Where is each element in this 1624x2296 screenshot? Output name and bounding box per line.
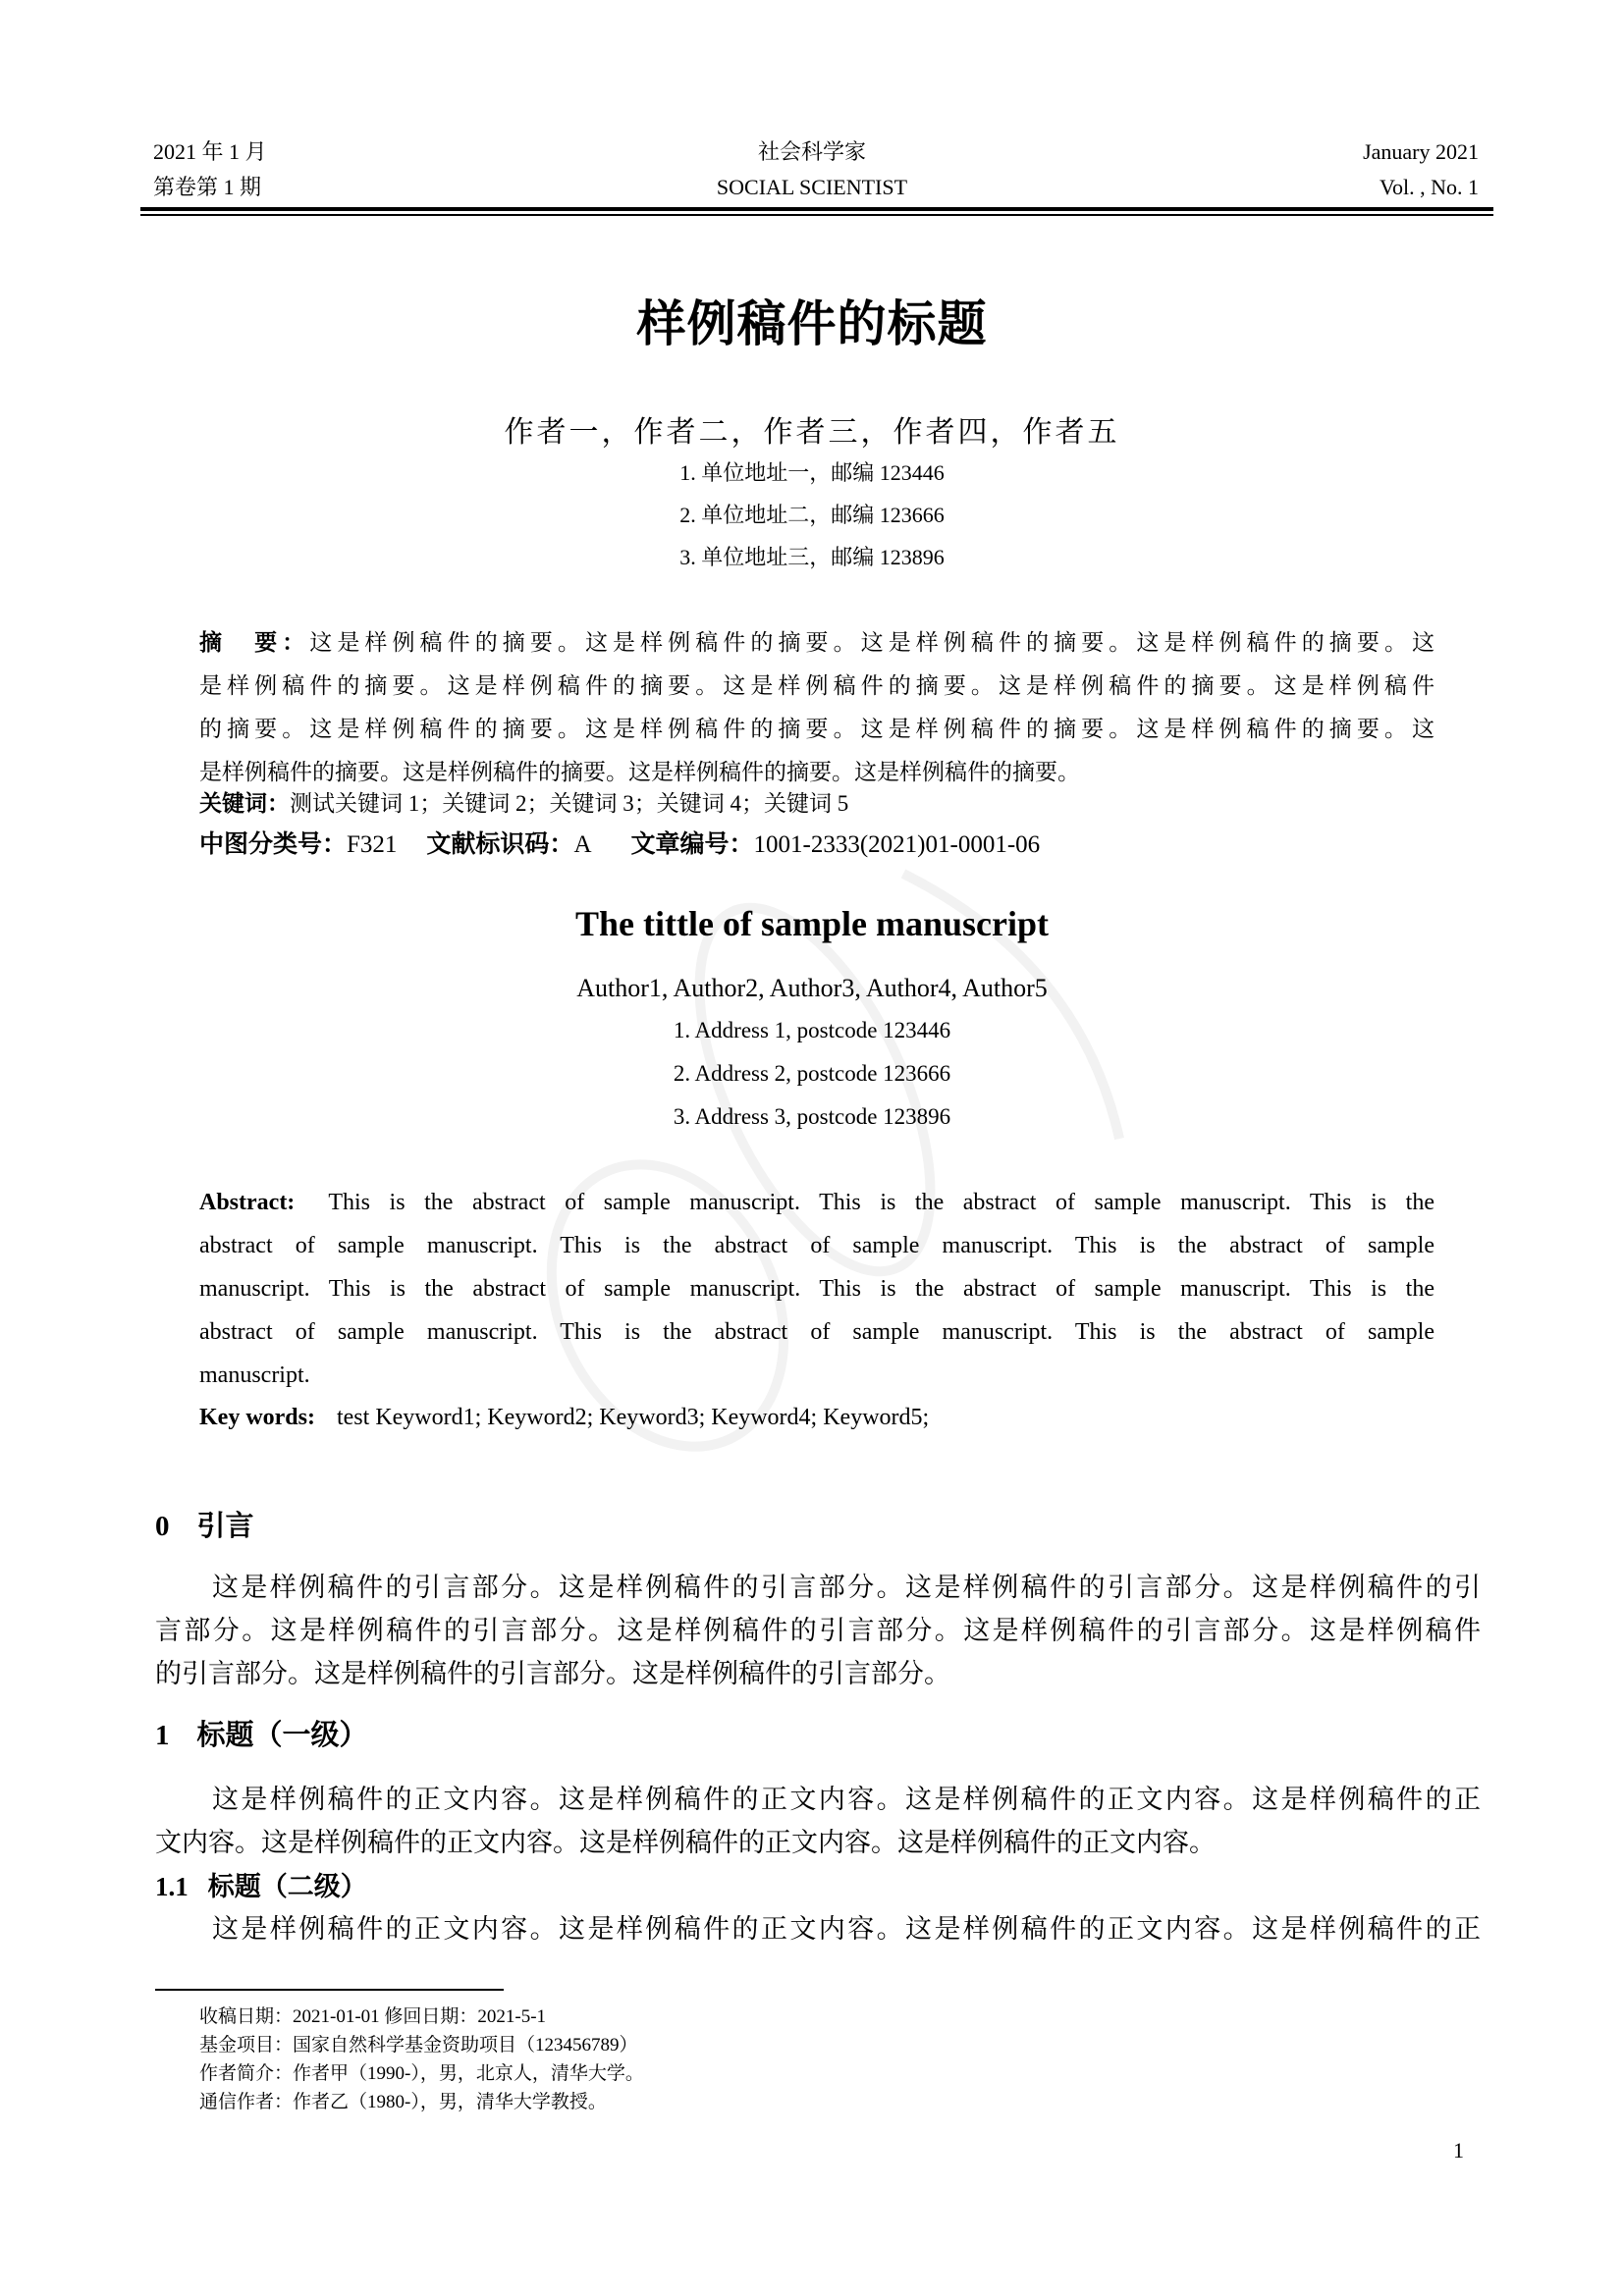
clc-value: F321 [347,831,398,858]
classification-line [199,825,1435,860]
paper-title-en: The tittle of sample manuscript [575,904,1049,943]
journal-name-en: SOCIAL SCIENTIST [716,175,908,199]
abstract-cn-text: 这是样例稿件的摘要。这是样例稿件的摘要。这是样例稿件的摘要。这是样例稿件的摘要。这 [309,630,1435,655]
body-line: 的引言部分。这是样例稿件的引言部分。这是样例稿件的引言部分。 [155,1659,950,1688]
section-title: 标题（二级） [207,1872,367,1902]
body-line: 这是样例稿件的引言部分。这是样例稿件的引言部分。这是样例稿件的引言部分。这是样例稿件的引 [212,1573,1481,1602]
body-line: 这是样例稿件的正文内容。这是样例稿件的正文内容。这是样例稿件的正文内容。这是样例稿件的正 [212,1785,1481,1814]
body-line: 这是样例稿件的正文内容。这是样例稿件的正文内容。这是样例稿件的正文内容。这是样例稿件的正 [212,1914,1481,1944]
doc-code-value: A [573,831,592,858]
clc-label: 中图分类号： [199,829,348,858]
header-rule-thin [140,214,1493,216]
abstract-cn-line: 的摘要。这是样例稿件的摘要。这是样例稿件的摘要。这是样例稿件的摘要。这是样例稿件的摘要。这 [199,717,1435,741]
footnote-fund: 基金项目：国家自然科学基金资助项目（123456789） [199,2035,638,2056]
address-cn-2: 2. 单位地址二，邮编 123666 [679,503,945,527]
abstract-en-line: manuscript. This is the abstract of sample manuscript. This is the abstract of sample manuscript. This is the [199,1276,1435,1302]
header-issue-en: Vol. , No. 1 [1379,175,1479,199]
address-cn-1: 1. 单位地址一，邮编 123446 [679,460,945,485]
abstract-cn-line: 是样例稿件的摘要。这是样例稿件的摘要。这是样例稿件的摘要。这是样例稿件的摘要。这是样例稿件 [199,673,1435,698]
doc-code-label: 文献标识码： [426,829,574,858]
abstract-en-text: This is the abstract of sample manuscript. This is the abstract of sample manuscript. This is the [328,1190,1435,1215]
abstract-cn-line [199,624,1435,657]
address-en-2: 2. Address 2, postcode 123666 [673,1061,951,1086]
footnote-received: 收稿日期：2021-01-01 修回日期：2021-5-1 [199,2006,547,2027]
section-title: 引言 [196,1509,254,1542]
footnote-corresponding: 通信作者：作者乙（1980-），男，清华大学教授。 [199,2092,607,2112]
section-number: 0 [155,1511,170,1542]
paper-title-cn: 样例稿件的标题 [636,295,988,352]
keywords-en-label: Key words: [199,1405,315,1430]
keywords-en [199,1405,1435,1431]
section-heading-0 [155,1504,254,1544]
address-cn-3: 3. 单位地址三，邮编 123896 [679,545,945,569]
header-date-cn: 2021 年 1 月 [153,139,267,164]
section-number: 1.1 [155,1872,189,1901]
address-en-3: 3. Address 3, postcode 123896 [673,1104,951,1129]
section-title: 标题（一级） [196,1718,368,1751]
footnote-author-bio: 作者简介：作者甲（1990-），男，北京人，清华大学。 [199,2063,644,2084]
body-line: 文内容。这是样例稿件的正文内容。这是样例稿件的正文内容。这是样例稿件的正文内容。 [155,1828,1216,1857]
journal-name-cn: 社会科学家 [757,139,866,164]
section-heading-1-1 [155,1865,367,1903]
keywords-cn-label: 关键词： [199,791,290,817]
authors-en: Author1, Author2, Author3, Author4, Author5 [576,974,1048,1002]
header-rule-thick [140,207,1493,211]
abstract-en-label: Abstract: [199,1190,296,1215]
article-no-value: 1001-2333(2021)01-0001-06 [753,831,1041,858]
header-date-en: January 2021 [1363,139,1479,164]
body-line: 言部分。这是样例稿件的引言部分。这是样例稿件的引言部分。这是样例稿件的引言部分。这是样例稿件 [155,1616,1481,1645]
abstract-cn-line: 是样例稿件的摘要。这是样例稿件的摘要。这是样例稿件的摘要。这是样例稿件的摘要。 [199,760,1080,784]
article-no-label: 文章编号： [630,829,754,858]
header-issue-cn: 第卷第 1 期 [153,175,262,199]
section-heading-1 [155,1713,368,1753]
abstract-en-line: abstract of sample manuscript. This is the abstract of sample manuscript. This is the abstract of sample [199,1319,1435,1345]
keywords-en-text: test Keyword1; Keyword2; Keyword3; Keyword4; Keyword5; [336,1405,930,1430]
abstract-en-line: manuscript. [199,1362,310,1388]
authors-cn: 作者一，作者二，作者三，作者四，作者五 [504,416,1120,449]
keywords-cn [199,785,1435,818]
abstract-cn-label: 摘 要： [199,630,310,656]
abstract-en-line: abstract of sample manuscript. This is the abstract of sample manuscript. This is the abstract of sample [199,1233,1435,1258]
abstract-en-line [199,1190,1435,1216]
page-number: 1 [1453,2138,1464,2163]
section-number: 1 [155,1720,170,1751]
footnote-rule [155,1989,504,1991]
address-en-1: 1. Address 1, postcode 123446 [673,1018,951,1042]
keywords-cn-text: 测试关键词 1；关键词 2；关键词 3；关键词 4；关键词 5 [290,791,849,816]
